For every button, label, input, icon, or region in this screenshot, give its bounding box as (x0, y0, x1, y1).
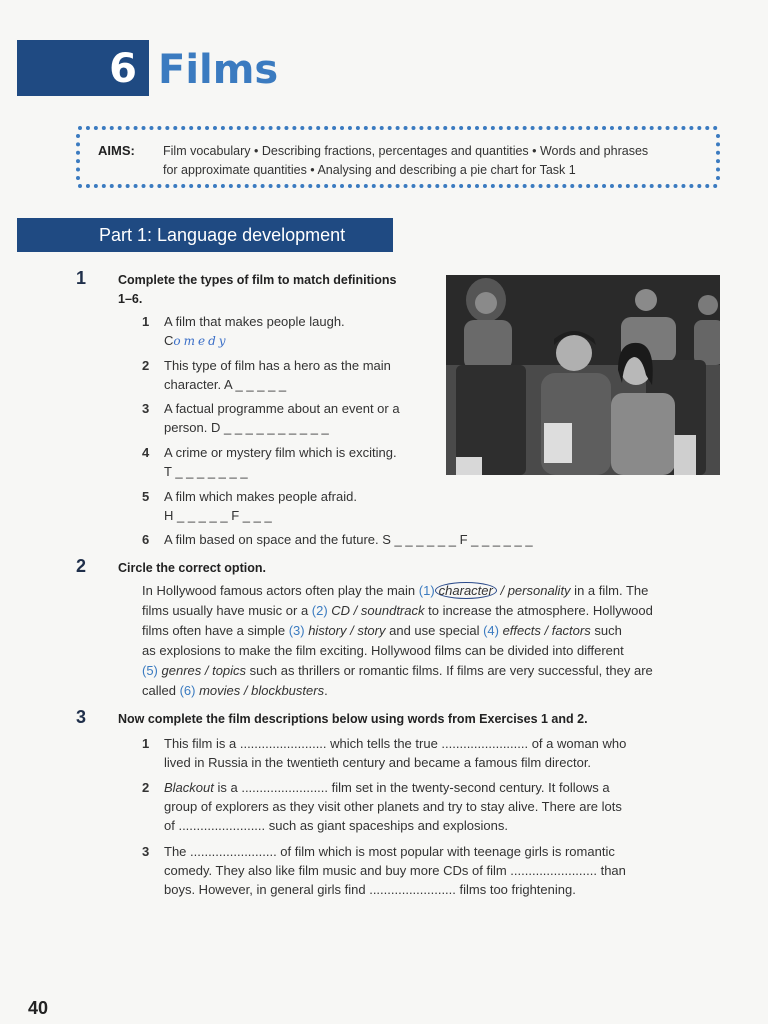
text: called (142, 683, 180, 698)
gap-number: (3) (288, 623, 305, 638)
exercise-1-instruction (118, 271, 397, 309)
item-answer (164, 331, 345, 351)
gap-number: (5) (142, 663, 158, 678)
text: in a film. The (570, 583, 649, 598)
text: films often have a simple (142, 623, 289, 638)
exercise-3-number: 3 (76, 707, 87, 727)
ex3-item-1 (142, 734, 722, 774)
item-text: This type of film has a hero as the main (164, 358, 391, 373)
para-line (142, 621, 712, 641)
gap-number: (2) (311, 603, 328, 618)
gap-number: (4) (483, 623, 499, 638)
item-text: H _ _ _ _ _ F _ _ _ (164, 508, 272, 523)
item-text: character. A _ _ _ _ _ (164, 377, 287, 392)
text: is a ........................ film set in the twenty-second century. It follows a (213, 780, 610, 795)
ex1-item-3 (142, 399, 432, 439)
text: films usually have music or a (142, 603, 312, 618)
unit-title: Films (158, 47, 279, 93)
unit-number: 6 (109, 46, 137, 92)
item-text (164, 778, 622, 797)
option: genres / topics (157, 663, 247, 678)
item-number: 5 (142, 489, 150, 504)
para-line (142, 601, 712, 621)
text: such as thrillers or romantic films. If films are very successful, they are (246, 663, 653, 678)
item-text: comedy. They also like film music and buy more CDs of film ........................ than (164, 863, 626, 878)
item-text: A film which makes people afraid. (164, 489, 357, 504)
text: such (590, 623, 622, 638)
exercise-2-paragraph (142, 581, 712, 701)
answer-prefix: C (164, 333, 174, 348)
ex3-item-2 (142, 778, 722, 838)
item-number: 2 (142, 358, 150, 373)
option: movies / blockbusters (195, 683, 325, 698)
exercise-1-number: 1 (76, 268, 87, 288)
aims-line-2: for approximate quantities • Analysing and describing a pie chart for Task 1 (163, 163, 576, 177)
handwritten-answer: omedy (173, 334, 229, 348)
item-number: 3 (142, 844, 150, 859)
item-text: lived in Russia in the twentieth century and became a famous film director. (164, 755, 592, 770)
item-text: This film is a ........................ which tells the true ........................ of a woman who (164, 736, 627, 751)
exercise-2-instruction: Circle the correct option. (118, 561, 266, 575)
para-line (142, 581, 712, 601)
circled-answer: character (435, 582, 497, 599)
item-text: A factual programme about an event or a (164, 401, 400, 416)
instruction-line: 1–6. (118, 292, 143, 306)
ex1-item-1 (142, 312, 432, 352)
unit-number-block (17, 40, 149, 96)
text: . (324, 683, 328, 698)
text: to increase the atmosphere. Hollywood (424, 603, 653, 618)
gap-number: (1) (418, 583, 435, 598)
para-line (142, 681, 712, 701)
aims-box (78, 126, 718, 188)
item-text: T _ _ _ _ _ _ _ (164, 464, 248, 479)
gap-number: (6) (179, 683, 196, 698)
option: / personality (496, 583, 571, 598)
item-number: 1 (142, 736, 150, 751)
aims-line-1: Film vocabulary • Describing fractions, percentages and quantities • Words and phrases (163, 144, 649, 158)
exercise-3-instruction: Now complete the film descriptions below using words from Exercises 1 and 2. (118, 712, 588, 726)
item-number: 6 (142, 532, 150, 547)
ex1-item-5 (142, 487, 432, 527)
item-text: The ........................ of film which is most popular with teenage girls is romantic (164, 844, 615, 859)
film-title: Blackout (164, 780, 214, 795)
item-text: person. D _ _ _ _ _ _ _ _ _ _ (164, 420, 329, 435)
item-number: 1 (142, 314, 150, 329)
item-number: 4 (142, 445, 150, 460)
text: In Hollywood famous actors often play the main (142, 583, 419, 598)
ex1-item-6 (142, 530, 602, 550)
part-heading: Part 1: Language development (17, 218, 393, 252)
option: effects / factors (498, 623, 591, 638)
text: and use special (385, 623, 484, 638)
exercise-2-number: 2 (76, 556, 87, 576)
item-text: A film based on space and the future. S _ _ _ _ _ _ F _ _ _ _ _ _ (164, 532, 533, 547)
instruction-line: Complete the types of film to match definitions (118, 273, 397, 287)
aims-text (163, 142, 703, 180)
ex3-item-3 (142, 842, 722, 902)
item-text: A crime or mystery film which is exciting. (164, 445, 397, 460)
ex1-item-2 (142, 356, 432, 396)
item-text: boys. However, in general girls find ........................ films too frightening. (164, 882, 576, 897)
item-text: A film that makes people laugh. (164, 314, 345, 329)
aims-label: AIMS: (98, 143, 135, 158)
cinema-audience-photo (446, 275, 720, 475)
photo-illustration (446, 275, 720, 475)
page-number: 40 (28, 998, 49, 1018)
item-text: of ........................ such as giant spaceships and explosions. (164, 818, 508, 833)
ex1-item-4 (142, 443, 432, 483)
option: CD / soundtrack (327, 603, 425, 618)
item-text: group of explorers as they visit other planets and try to stay alive. There are lots (164, 799, 622, 814)
para-line: as explosions to make the film exciting. Hollywood films can be divided into different (142, 643, 624, 658)
item-number: 2 (142, 780, 150, 795)
option: history / story (304, 623, 386, 638)
para-line (142, 661, 712, 681)
item-number: 3 (142, 401, 150, 416)
